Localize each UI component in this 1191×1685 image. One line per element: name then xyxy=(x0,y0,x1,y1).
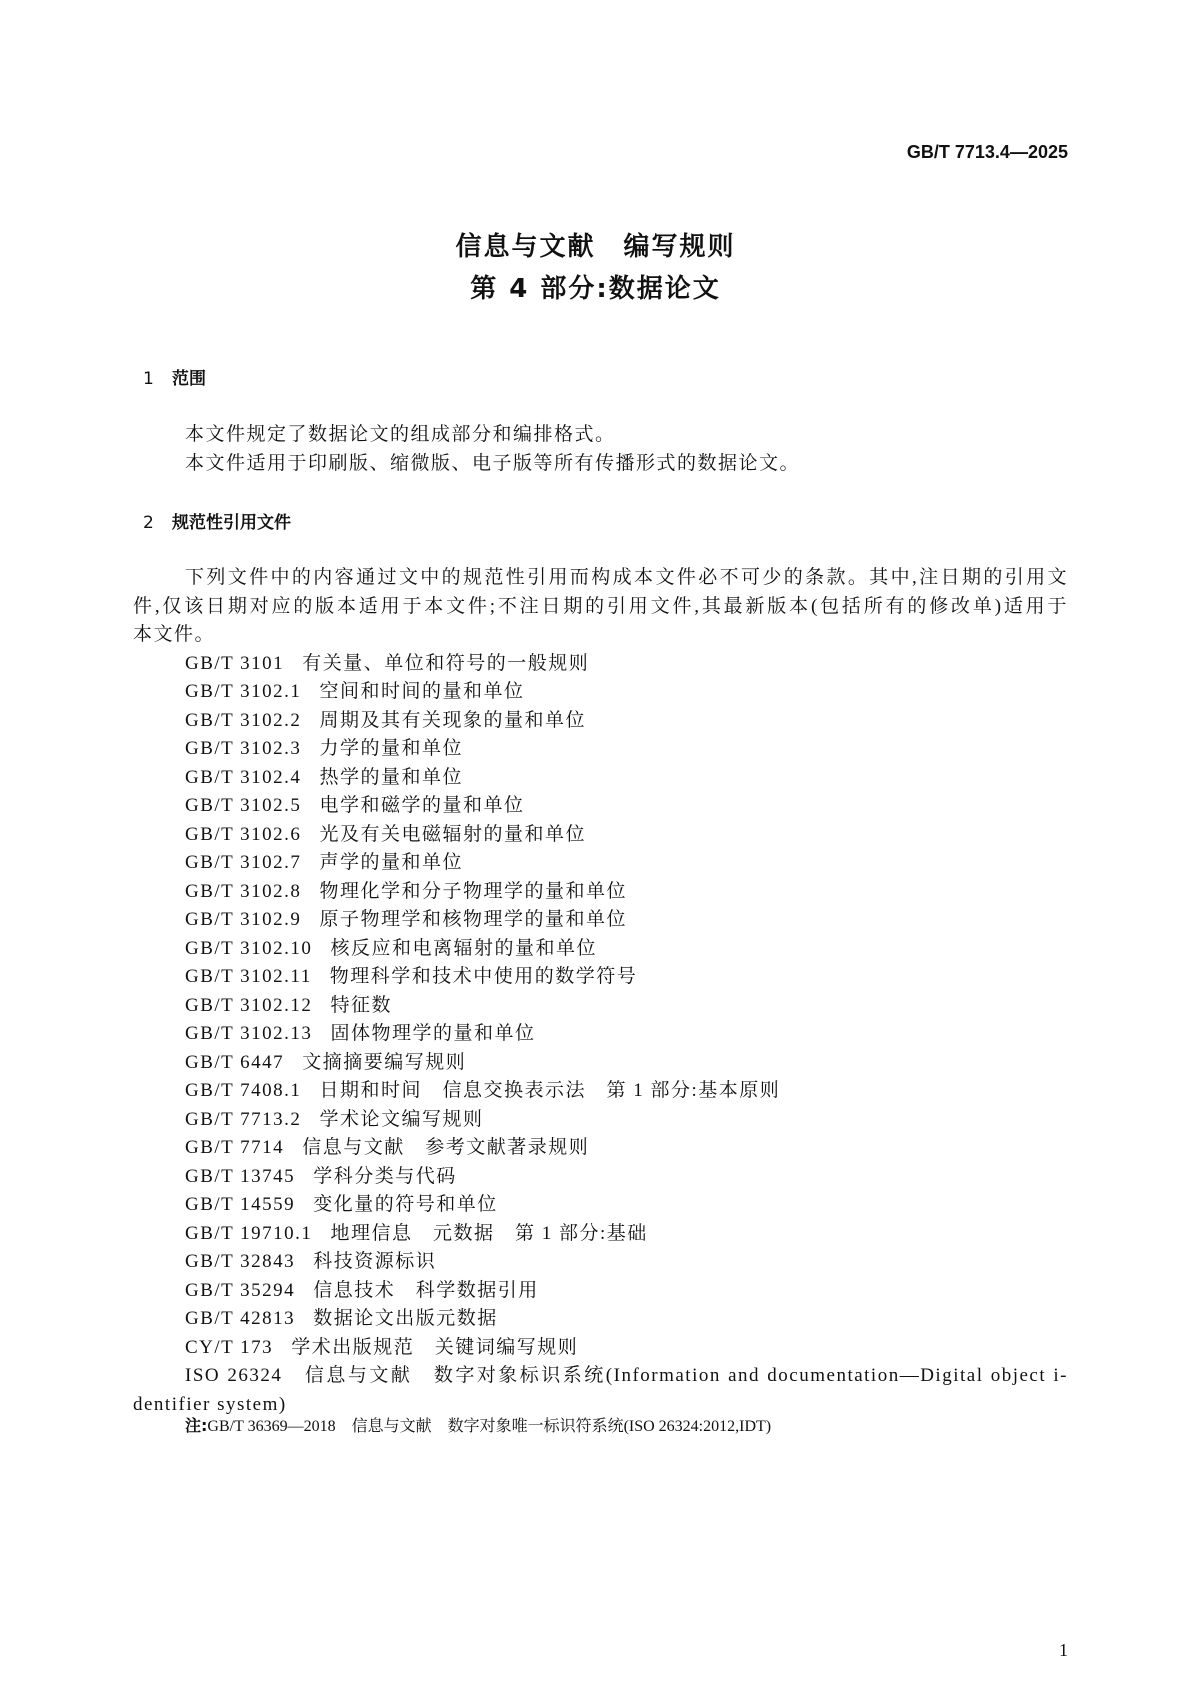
reference-item xyxy=(133,650,1068,679)
reference-code: GB/T 3102.12 xyxy=(185,994,313,1016)
reference-code: GB/T 3101 xyxy=(185,652,285,674)
reference-code: GB/T 3102.11 xyxy=(185,966,312,987)
reference-item xyxy=(133,992,1068,1021)
reference-title: 文摘摘要编写规则 xyxy=(302,1051,467,1073)
reference-title: 热学的量和单位 xyxy=(319,766,463,788)
reference-title: 周期及其有关现象的量和单位 xyxy=(319,709,586,731)
reference-title: 日期和时间 信息交换表示法 第 1 部分:基本原则 xyxy=(319,1080,781,1101)
reference-item xyxy=(133,1134,1068,1163)
reference-title: 空间和时间的量和单位 xyxy=(319,681,525,702)
reference-title: 物理化学和分子物理学的量和单位 xyxy=(319,880,627,902)
reference-code: GB/T 13745 xyxy=(185,1165,296,1187)
reference-item xyxy=(133,1106,1068,1135)
note-text: GB/T 36369—2018 信息与文献 数字对象唯一标识符系统(ISO 26324:2012,IDT) xyxy=(207,1418,772,1435)
reference-code: GB/T 19710.1 xyxy=(185,1222,313,1244)
reference-code: GB/T 3102.9 xyxy=(185,909,302,930)
reference-code: GB/T 3102.2 xyxy=(185,709,302,731)
reference-title: 特征数 xyxy=(330,994,392,1016)
reference-title: 核反应和电离辐射的量和单位 xyxy=(330,937,597,959)
reference-code: GB/T 3102.7 xyxy=(185,852,302,873)
note-label: 注: xyxy=(185,1416,208,1435)
reference-item xyxy=(133,878,1068,907)
reference-code: GB/T 35294 xyxy=(185,1279,296,1301)
reference-code: GB/T 14559 xyxy=(185,1194,296,1215)
reference-code: GB/T 3102.10 xyxy=(185,937,313,959)
reference-item xyxy=(133,707,1068,736)
reference-item xyxy=(133,1191,1068,1220)
reference-title: 学术出版规范 关键词编写规则 xyxy=(291,1336,579,1358)
reference-item xyxy=(133,821,1068,850)
reference-item xyxy=(133,764,1068,793)
document-title-line2: 第 4 部分:数据论文 xyxy=(470,274,721,304)
reference-list xyxy=(133,650,1068,1363)
reference-item xyxy=(133,1277,1068,1306)
page-number: 1 xyxy=(1059,1640,1068,1660)
reference-item xyxy=(133,1220,1068,1249)
reference-code: GB/T 3102.6 xyxy=(185,823,302,845)
reference-title: 固体物理学的量和单位 xyxy=(330,1023,536,1044)
reference-title: 有关量、单位和符号的一般规则 xyxy=(302,652,590,674)
section-title: 范围 xyxy=(172,369,206,389)
reference-title: 物理科学和技术中使用的数学符号 xyxy=(329,966,638,987)
section-number: 2 xyxy=(143,513,154,533)
reference-item xyxy=(133,735,1068,764)
reference-title: 学术论文编写规则 xyxy=(319,1108,484,1130)
reference-title: 学科分类与代码 xyxy=(313,1165,457,1187)
paragraph: 本文件规定了数据论文的组成部分和编排格式。 xyxy=(185,424,616,445)
standard-number: GB/T 7713.4—2025 xyxy=(906,142,1068,162)
reference-code: GB/T 32843 xyxy=(185,1251,296,1272)
reference-code: GB/T 3102.5 xyxy=(185,795,302,816)
reference-code: GB/T 3102.8 xyxy=(185,880,302,902)
reference-item xyxy=(133,1163,1068,1192)
reference-item xyxy=(133,678,1068,707)
reference-title: 科技资源标识 xyxy=(313,1251,437,1272)
section-1-body xyxy=(133,421,1068,478)
reference-code: GB/T 6447 xyxy=(185,1051,285,1073)
reference-item xyxy=(133,1020,1068,1049)
section-number: 1 xyxy=(143,369,154,389)
reference-item xyxy=(133,1049,1068,1078)
section-2-heading xyxy=(143,508,291,533)
iso-reference-line: ISO 26324 信息与文献 数字对象标识系统(Information and documentation—Digital object i- xyxy=(185,1365,1068,1386)
reference-title: 信息技术 科学数据引用 xyxy=(313,1279,539,1301)
reference-title: 光及有关电磁辐射的量和单位 xyxy=(319,823,586,845)
reference-item xyxy=(133,963,1068,992)
reference-item xyxy=(133,792,1068,821)
reference-code: GB/T 42813 xyxy=(185,1308,296,1329)
paragraph: 本文件适用于印刷版、缩微版、电子版等所有传播形式的数据论文。 xyxy=(185,452,801,474)
reference-item xyxy=(133,1334,1068,1363)
reference-code: CY/T 173 xyxy=(185,1336,274,1358)
section-title: 规范性引用文件 xyxy=(172,513,291,533)
reference-title: 变化量的符号和单位 xyxy=(313,1194,498,1215)
reference-title: 信息与文献 参考文献著录规则 xyxy=(302,1137,590,1158)
reference-code: GB/T 7408.1 xyxy=(185,1080,302,1101)
reference-title: 地理信息 元数据 第 1 部分:基础 xyxy=(330,1222,648,1244)
reference-item xyxy=(133,849,1068,878)
intro-line: 本文件。 xyxy=(133,624,216,645)
reference-title: 原子物理学和核物理学的量和单位 xyxy=(319,909,627,930)
document-title-line1: 信息与文献 编写规则 xyxy=(455,232,736,262)
reference-code: GB/T 3102.1 xyxy=(185,681,302,702)
reference-item xyxy=(133,1077,1068,1106)
reference-code: GB/T 3102.13 xyxy=(185,1023,313,1044)
section-1-heading xyxy=(143,364,206,389)
iso-reference-line: dentifier system) xyxy=(133,1393,287,1415)
reference-title: 数据论文出版元数据 xyxy=(313,1308,498,1329)
reference-code: GB/T 7714 xyxy=(185,1137,285,1158)
note xyxy=(185,1413,771,1436)
reference-title: 力学的量和单位 xyxy=(319,738,463,759)
reference-code: GB/T 3102.3 xyxy=(185,738,302,759)
reference-code: GB/T 7713.2 xyxy=(185,1108,302,1130)
reference-code: GB/T 3102.4 xyxy=(185,766,302,788)
reference-item xyxy=(133,935,1068,964)
intro-line: 件,仅该日期对应的版本适用于本文件;不注日期的引用文件,其最新版本(包括所有的修改单)适用于 xyxy=(133,595,1068,617)
reference-item xyxy=(133,1305,1068,1334)
intro-line: 下列文件中的内容通过文中的规范性引用而构成本文件必不可少的条款。其中,注日期的引用文 xyxy=(185,567,1068,588)
section-2-body xyxy=(133,564,1068,1419)
reference-item xyxy=(133,1248,1068,1277)
reference-title: 电学和磁学的量和单位 xyxy=(319,795,525,816)
reference-title: 声学的量和单位 xyxy=(319,852,463,873)
reference-item xyxy=(133,906,1068,935)
